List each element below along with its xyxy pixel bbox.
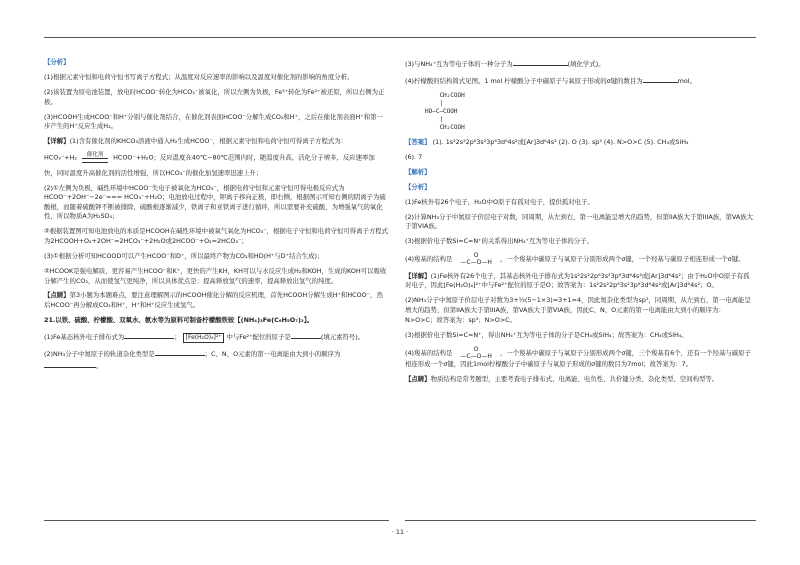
detail-d3: (3)根据价电子数Si=C=N⁺，得出NH₄⁺互为等电子体的分子是CH₄或SiH₄；故答案为：CH₄或SiH₄。 xyxy=(405,330,688,339)
question-21: 21.以铁、硫酸、柠檬酸、双氧水、氨水等为原料可制备柠檬酸铁铵【(NH₄)₃Fe(C₆H₅O₇)₂】。 xyxy=(44,316,314,325)
explain-heading: 【解析】 xyxy=(405,167,431,176)
analysis-a2: (2)计算NH₃分子中氮原子价层电子对数，同周期，从左到右，第一电离能呈增大的趋势，但第IIA族大于第IIIA族，第VA族大于第VIA族。 xyxy=(405,212,754,231)
footer-rule-left xyxy=(44,520,389,521)
detail-p7: ②根据装置图可知电池放电的本质是HCOOH在碱性环境中被氧气氧化为HCO₃⁻，根据电子守恒和电荷守恒可得离子方程式为2HCOOH+O₂+2OH⁻=2HCO₃⁻+2H₂O或2HCOO⁻+O₂=2HCO₃⁻； xyxy=(44,227,389,245)
equation-1: HCO₃⁻+H₂ 催化剂 HCOO⁻+H₂O；反应温度在40℃~80℃范围内时，随温度升高，活化分子增多，反应速率加 xyxy=(44,152,375,162)
carboxyl-structure-2: O —C—O—H xyxy=(460,345,492,360)
catalyst-arrow: 催化剂 xyxy=(82,152,108,163)
analysis-a1: (1)Fe核外有26个电子，H₂O中O原子有孤对电子，提供孤对电子。 xyxy=(405,197,594,206)
answer-blank xyxy=(155,348,205,356)
analysis-a4: (4)羧基的结构是 O —C—O—H ，一个羧基中碳原子与氧原子分别形成两个σ键，一个羟基与碳原子相连形成一个σ键。 xyxy=(405,252,745,267)
answer-blank xyxy=(513,58,568,66)
answer-line-1: 【答案】 (1). 1s²2s²2p⁶3s²3p⁶3d⁶4s²或[Ar]3d⁶4s² (2). O (3). sp³ (4). N>O>C (5). CH₄或SiH₄ xyxy=(405,137,689,146)
point-p10: 【点睛】第3小题为本题难点，要注意理解图示的HCOOH催化分解的反应机理，首先HCOOH分解生成H⁺和HCOO⁻，然后HCOO⁻再分解成CO₂和H⁺，H⁺和H⁺反应生成氢气。 xyxy=(44,291,383,310)
right-column xyxy=(405,58,755,390)
question-21-1: (1)Fe基态核外电子排布式为 ； [Fe(H₂O)₆]²⁺ 中与Fe²⁺配位的原子是 (填元素符号)。 xyxy=(44,333,365,342)
detail-d4: (4)羧基的结构是 O —C—O—H ，一个羧基中碳原子与氧原子分别形成两个σ键，三个羧基有6个，还有一个羟基与碳原子相连形成一个σ键，因此1mol柠檬酸分子中碳原子与氧原子形成的σ键的数目为7mol；故答案为：7。 xyxy=(405,345,751,368)
page-number: · 11 · xyxy=(391,528,409,536)
analysis-p3: (3)HCOOH生成HCOO⁻和H⁺分别与催化剂结合，在催化剂表面HCOO⁻分解生成CO₂和H⁺，之后在催化剂表面H⁺和第一步产生的H⁺反应生成H₂。 xyxy=(44,112,383,131)
detail-heading: 【详解】 xyxy=(44,137,70,146)
detail-p6: (2)①左侧为负极，碱性环境中HCOO⁻失电子被氧化为HCO₃⁻，根据电荷守恒和元素守恒可得电极反应式为HCOO⁻+2OH⁻−2e⁻=== HCO₃⁻+H₂O；电池放电过程中，钾离子移向正极，即右侧，根据图示可知右侧的阴离子为硫酸根，而随着硫酸钾不断被排除，硫酸根逐渐减少，铁离子和亚铁离子进行循环，所以需要补充硫酸，为增强氧气的氧化性，所以物质A为H₂SO₄； xyxy=(44,183,386,221)
detail-d2: (2)NH₃分子中氮原子价层电子对数为3+½(5−1×3)=3+1=4，因此氮杂化类型为sp³，同周期，从左到右，第一电离能呈增大的趋势，但第IIA族大于第IIIA族，第VA族大于第VIA族，因此C、N、O元素的第一电离能由大到小的顺序为：N>O>C；故答案为：sp³；N>O>C。 xyxy=(405,296,751,324)
analysis-p1: (1)根据元素守恒和电荷守恒书写离子方程式；从温度对反应速率的影响以及温度对催化剂的影响的角度分析。 xyxy=(44,72,354,81)
point-heading-right: 【点睛】 xyxy=(405,374,431,383)
detail-p4: 【详解】(1)含有催化剂的KHCO₃溶液中通入H₂生成HCOO⁻，根据元素守恒和电荷守恒可得离子方程式为： xyxy=(44,137,348,146)
question-21-3: (3)与NH₄⁺互为等电子体的一种分子为 (填化学式)。 xyxy=(405,60,605,68)
analysis-a3: (3)根据价电子数Si=C=N⁺的关系得出NH₄⁺互为等电子体的分子。 xyxy=(405,237,593,246)
answer-blank xyxy=(643,75,678,83)
detail-p5: 快，同时温度升高催化剂的活性增强，所以HCO₃⁻的催化加氢速率迅速上升； xyxy=(44,168,263,177)
detail-d1: 【详解】(1)Fe核外有26个电子，其基态核外电子排布式为1s²2s²2p⁶3s²3p⁶3d⁶4s²或[Ar]3d⁶4s²；由于H₂O中O原子有孤对电子，因此[Fe(H₂O)₆]²⁺中与Fe²⁺配位的原子是O；故答案为：1s²2s²2p⁶3s²3p⁶3d⁶4s²或[Ar]3d⁶4s²；O。 xyxy=(405,271,750,290)
answer-blank xyxy=(44,360,96,368)
answer-line-2: (6). 7 xyxy=(405,152,423,161)
question-21-2: (2)NH₃分子中氮原子的轨道杂化类型是 ；C、N、O元素的第一电离能由大到小的顺序为 。 xyxy=(44,350,341,371)
analysis-heading: 【分析】 xyxy=(44,58,70,66)
complex-formula: [Fe(H₂O)₆]²⁺ xyxy=(183,333,225,343)
analysis-p2: (2)该装置为原电池装置，放电时HCOO⁻转化为HCO₃⁻被氧化，所以左侧为负极，Fe³⁺转化为Fe²⁺被还原，所以右侧为正极。 xyxy=(44,87,385,106)
analysis-heading-right: 【分析】 xyxy=(405,182,431,191)
detail-heading-right: 【详解】 xyxy=(405,271,431,280)
answer-heading: 【答案】 xyxy=(405,137,431,146)
point-heading: 【点睛】 xyxy=(44,291,70,300)
point-end: 【点睛】物质结构是常考题型，主要考查电子排布式、电离能、电负性、共价键分类、杂化类型、空间构型等。 xyxy=(405,374,719,383)
detail-p9: ②HCOOK是强电解质，更容易产生HCOO⁻和K⁺，更快的产生KH，KH可以与水反应生成H₂和KOH，生成的KOH可以吸收分解产生的CO₂，从而使氢气更纯净，所以具体优点是：提高释放氢气的速率，提高释放出氢气的纯度。 xyxy=(44,266,387,285)
detail-p8: (3)①根据分析可知HCOOD可以产生HCOO⁻和D⁺，所以最终产物为CO₂和HD(H⁺与D⁺结合生成)； xyxy=(44,251,324,260)
footer-rule-right xyxy=(405,520,756,521)
answer-blank xyxy=(291,331,321,339)
citric-acid-structure: CH₂COOH | HO—C—COOH | CH₂COOH xyxy=(425,91,465,131)
question-21-4: (4)柠檬酸的结构简式见图。1 mol 柠檬酸分子中碳原子与氧原子形成的σ键的数目为 mol。 xyxy=(405,76,696,85)
carboxyl-structure: O —C—O—H xyxy=(460,252,492,267)
header-rule xyxy=(44,37,756,38)
answer-blank xyxy=(124,331,174,339)
left-column xyxy=(44,58,389,377)
